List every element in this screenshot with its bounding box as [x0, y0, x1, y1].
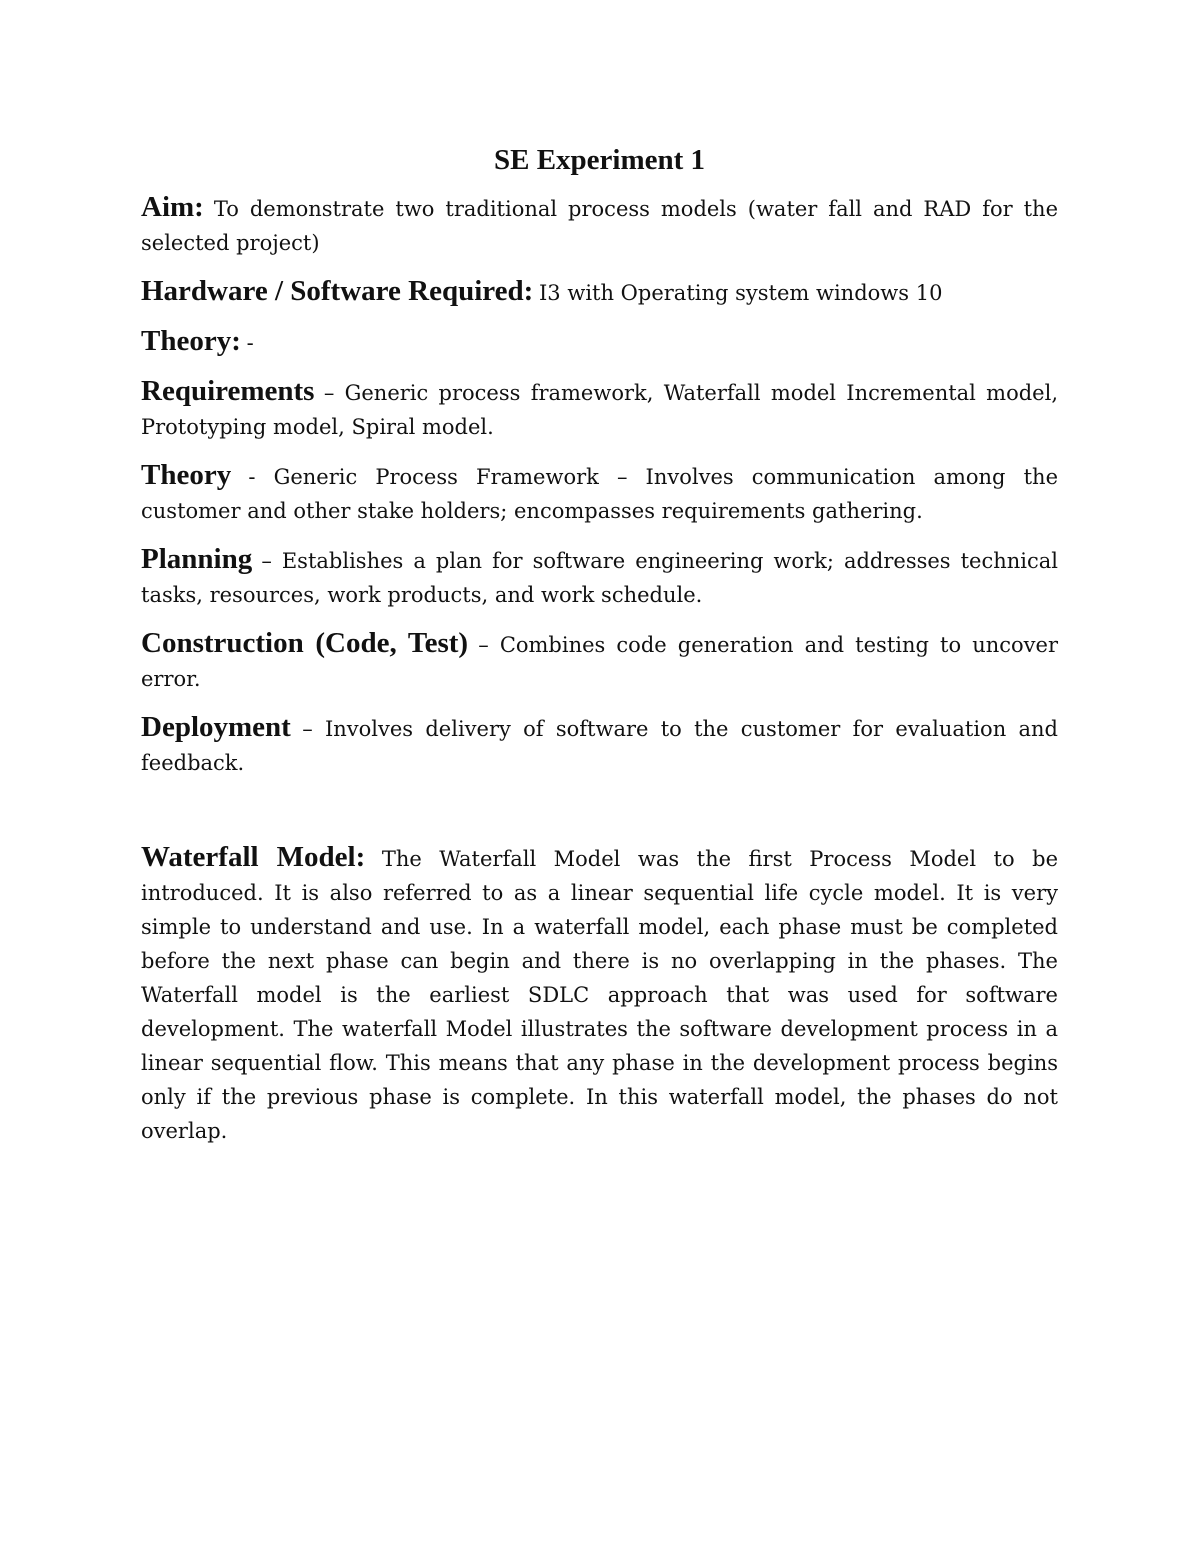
- theory-intro-heading: Theory:: [141, 325, 241, 357]
- section-spacer: [141, 794, 1058, 840]
- waterfall-model-text: The Waterfall Model was the first Process Model to be introduced. It is also referred to as a linear sequential life cycle model. It is very simple to understand and use. In a waterfall model, each phase must be completed before the next phase can begin and there is no overlapping in the phases. The Waterfall model is the earliest SDLC approach that was used for software development. The waterfall Model illustrates the software development process in a linear sequential flow. This means that any phase in the development process begins only if the previous phase is complete. In this waterfall model, the phases do not overlap.: [141, 847, 1059, 1143]
- requirements-heading: Requirements: [141, 375, 315, 407]
- aim-heading: Aim:: [141, 191, 204, 223]
- document-page: [141, 138, 1058, 1162]
- theory-section: [141, 458, 1058, 528]
- hardware-software-heading: Hardware / Software Required:: [141, 275, 534, 307]
- waterfall-model-heading: Waterfall Model:: [141, 841, 366, 873]
- deployment-text: – Involves delivery of software to the customer for evaluation and feedback.: [141, 717, 1058, 775]
- requirements-text: – Generic process framework, Waterfall model Incremental model, Prototyping model, Spiral model.: [141, 381, 1058, 439]
- deployment-section: [141, 710, 1058, 780]
- planning-section: [141, 542, 1058, 612]
- theory-text: - Generic Process Framework – Involves communication among the customer and other stake holders; encompasses requirements gathering.: [141, 465, 1058, 523]
- planning-heading: Planning: [141, 543, 253, 575]
- deployment-heading: Deployment: [141, 711, 291, 743]
- planning-text: – Establishes a plan for software engineering work; addresses technical tasks, resources, work products, and work schedule.: [141, 549, 1058, 607]
- document-title: SE Experiment 1: [493, 144, 706, 176]
- aim-section: [141, 190, 1058, 260]
- theory-intro-text: -: [246, 331, 254, 355]
- aim-text: To demonstrate two traditional process models (water fall and RAD for the selected project): [141, 197, 1058, 255]
- construction-section: [141, 626, 1058, 696]
- construction-text: – Combines code generation and testing to uncover error.: [141, 633, 1058, 691]
- construction-heading: Construction (Code, Test): [141, 627, 469, 659]
- hardware-software-text: I3 with Operating system windows 10: [539, 281, 943, 305]
- hardware-software-section: [141, 274, 1058, 310]
- theory-heading: Theory: [141, 459, 232, 491]
- theory-intro-section: [141, 324, 1058, 360]
- waterfall-model-section: [141, 840, 1058, 1148]
- requirements-section: [141, 374, 1058, 444]
